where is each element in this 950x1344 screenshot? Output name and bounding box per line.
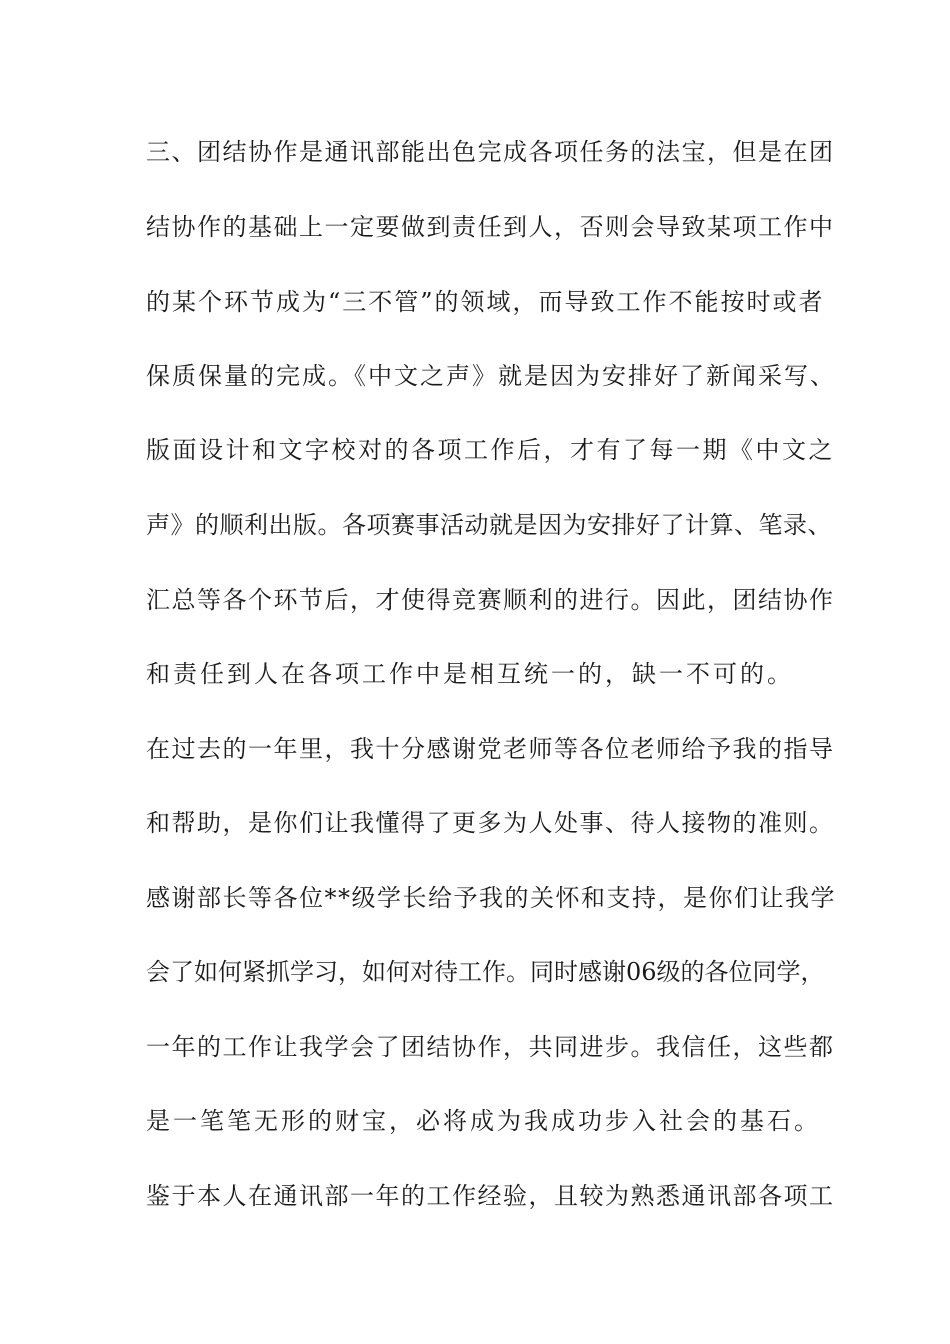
text-line: 的某个环节成为“三不管”的领域，而导致工作不能按时或者 — [146, 288, 825, 316]
text-line: 版面设计和文字校对的各项工作后，才有了每一期《中文之 — [146, 436, 835, 464]
text-line: 声》的顺利出版。各项赛事活动就是因为安排好了计算、笔录、 — [146, 511, 832, 539]
text-line: 是一笔笔无形的财宝，必将成为我成功步入社会的基石。 — [146, 1107, 821, 1135]
text-line: 在过去的一年里，我十分感谢党老师等各位老师给予我的指导 — [146, 735, 835, 763]
text-line: 和帮助，是你们让我懂得了更多为人处事、待人接物的准则。 — [146, 809, 835, 837]
text-line: 三、团结协作是通讯部能出色完成各项任务的法宝，但是在团 — [146, 138, 835, 166]
text-line: 会了如何紧抓学习，如何对待工作。同时感谢06级的各位同学， — [146, 958, 825, 986]
text-line: 结协作的基础上一定要做到责任到人，否则会导致某项工作中 — [146, 213, 835, 241]
text-line: 汇总等各个环节后，才使得竞赛顺利的进行。因此，团结协作 — [146, 586, 835, 614]
text-line: 保质保量的完成。《中文之声》就是因为安排好了新闻采写、 — [146, 362, 836, 390]
text-line: 一年的工作让我学会了团结协作，共同进步。我信任，这些都 — [146, 1033, 835, 1061]
text-line: 鉴于本人在通讯部一年的工作经验，且较为熟悉通讯部各项工 — [146, 1182, 835, 1210]
text-line: 感谢部长等各位**级学长给予我的关怀和支持，是你们让我学 — [146, 884, 836, 912]
text-line: 和责任到人在各项工作中是相互统一的，缺一不可的。 — [146, 660, 794, 688]
